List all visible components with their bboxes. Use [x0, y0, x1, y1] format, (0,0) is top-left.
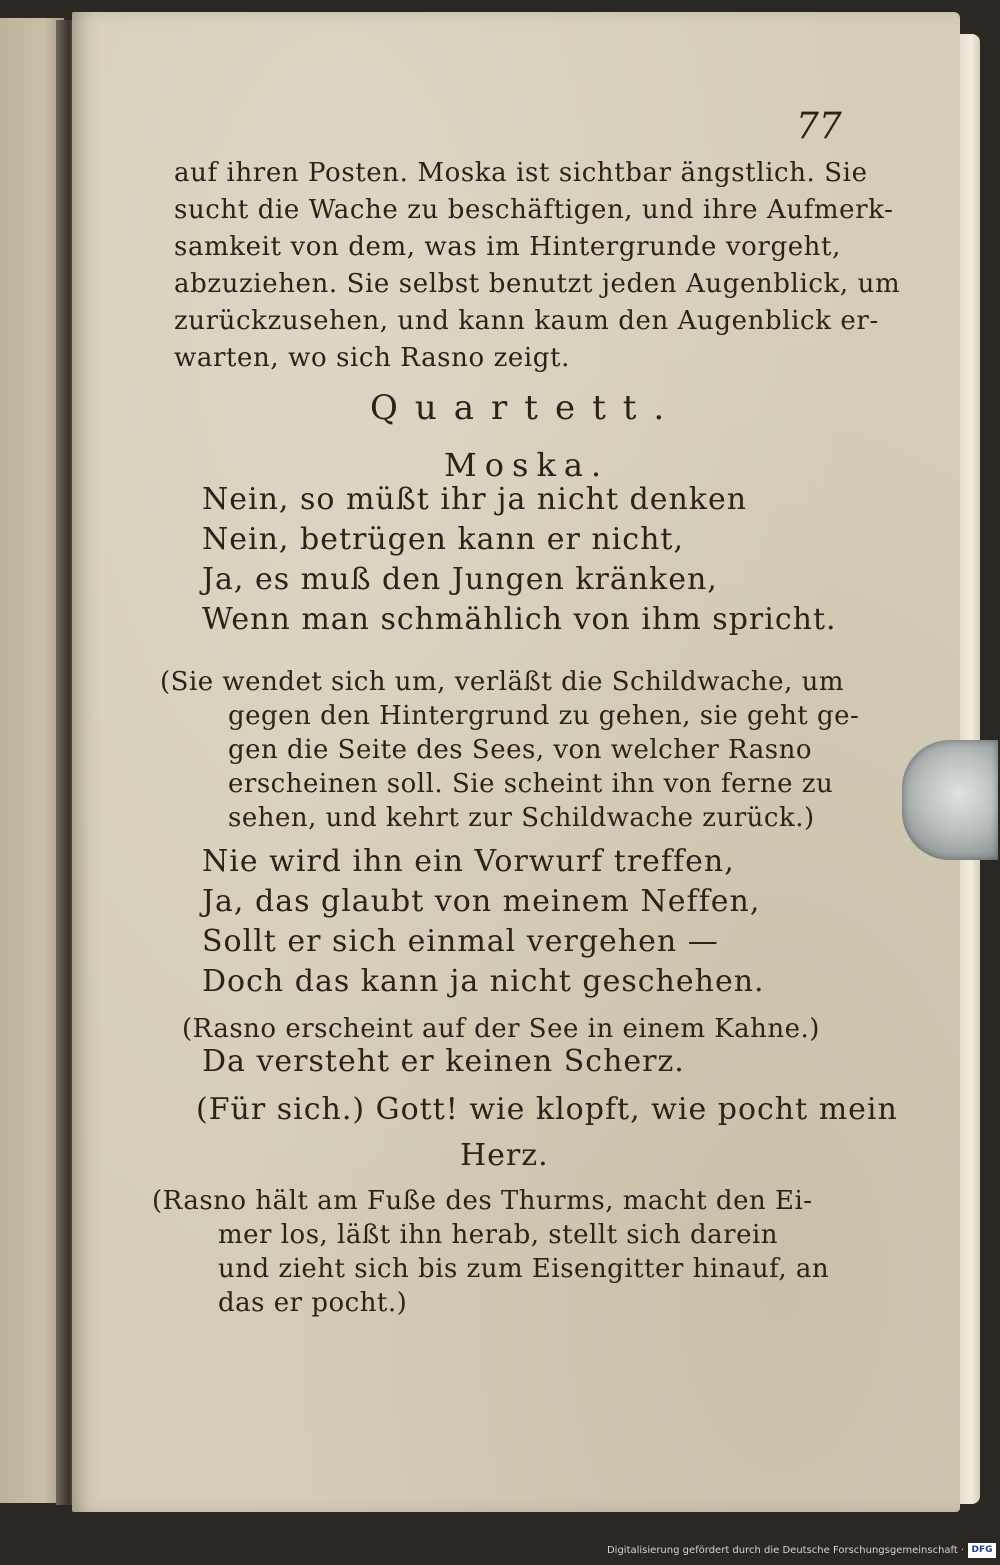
stage-line: gegen den Hintergrund zu gehen, sie geht ge- [228, 701, 860, 731]
stage-line: mer los, läßt ihn herab, stellt sich darein [218, 1220, 779, 1250]
digitization-credit [607, 1545, 964, 1556]
page-number: 77 [796, 106, 842, 147]
stage-direction-intro [174, 155, 900, 377]
stage-line: erscheinen soll. Sie scheint ihn von ferne zu [228, 769, 834, 799]
section-heading: Quartett. [370, 388, 682, 428]
page-clip [902, 740, 998, 860]
text-line: auf ihren Posten. Moska ist sichtbar ängstlich. Sie [174, 158, 868, 188]
stage-line: gen die Seite des Sees, von welcher Rasno [228, 735, 812, 765]
verse-line: Nie wird ihn ein Vorwurf treffen, [202, 844, 735, 879]
stage-direction-1 [160, 665, 859, 835]
text-line: zurückzusehen, und kann kaum den Augenblick er- [174, 306, 879, 336]
verse-line: Sollt er sich einmal vergehen — [202, 924, 719, 959]
facing-page-edge [0, 18, 64, 1503]
verse-line: Wenn man schmählich von ihm spricht. [202, 602, 837, 637]
verse-block-2 [202, 842, 765, 1002]
stage-direction-2: (Rasno erscheint auf der See in einem Kahne.) [182, 1014, 820, 1044]
text-line: sucht die Wache zu beschäftigen, und ihre Aufmerk- [174, 195, 894, 225]
verse-line: Ja, das glaubt von meinem Neffen, [202, 884, 761, 919]
text-line: abzuziehen. Sie selbst benutzt jeden Augenblick, um [174, 269, 901, 299]
verse-line: Da versteht er keinen Scherz. [202, 1044, 685, 1079]
verse-line: Nein, betrügen kann er nicht, [202, 522, 684, 557]
aside-line: (Für sich.) Gott! wie klopft, wie pocht mein [196, 1092, 898, 1127]
stage-line: das er pocht.) [218, 1288, 408, 1318]
credit-separator: · [960, 1545, 964, 1556]
verse-line: Nein, so müßt ihr ja nicht denken [202, 482, 748, 517]
stage-line: und zieht sich bis zum Eisengitter hinauf, an [218, 1254, 830, 1284]
verse-line: Doch das kann ja nicht geschehen. [202, 964, 765, 999]
stage-line: sehen, und kehrt zur Schildwache zurück.) [228, 803, 815, 833]
speaker-name: Moska. [444, 446, 610, 484]
credit-text: Digitalisierung gefördert durch die Deutsche Forschungsgemeinschaft [606, 1545, 958, 1556]
dfg-logo-icon: DFG [968, 1543, 996, 1558]
stage-direction-3 [152, 1184, 829, 1320]
stage-line: (Rasno hält am Fuße des Thurms, macht den Ei- [152, 1186, 813, 1216]
verse-line: Ja, es muß den Jungen kränken, [202, 562, 718, 597]
verse-block-1 [202, 480, 837, 640]
text-line: samkeit von dem, was im Hintergrunde vorgeht, [174, 232, 841, 262]
text-line: warten, wo sich Rasno zeigt. [174, 343, 570, 373]
aside-line-continued: Herz. [460, 1138, 549, 1173]
stage-line: (Sie wendet sich um, verläßt die Schildwache, um [160, 667, 844, 697]
